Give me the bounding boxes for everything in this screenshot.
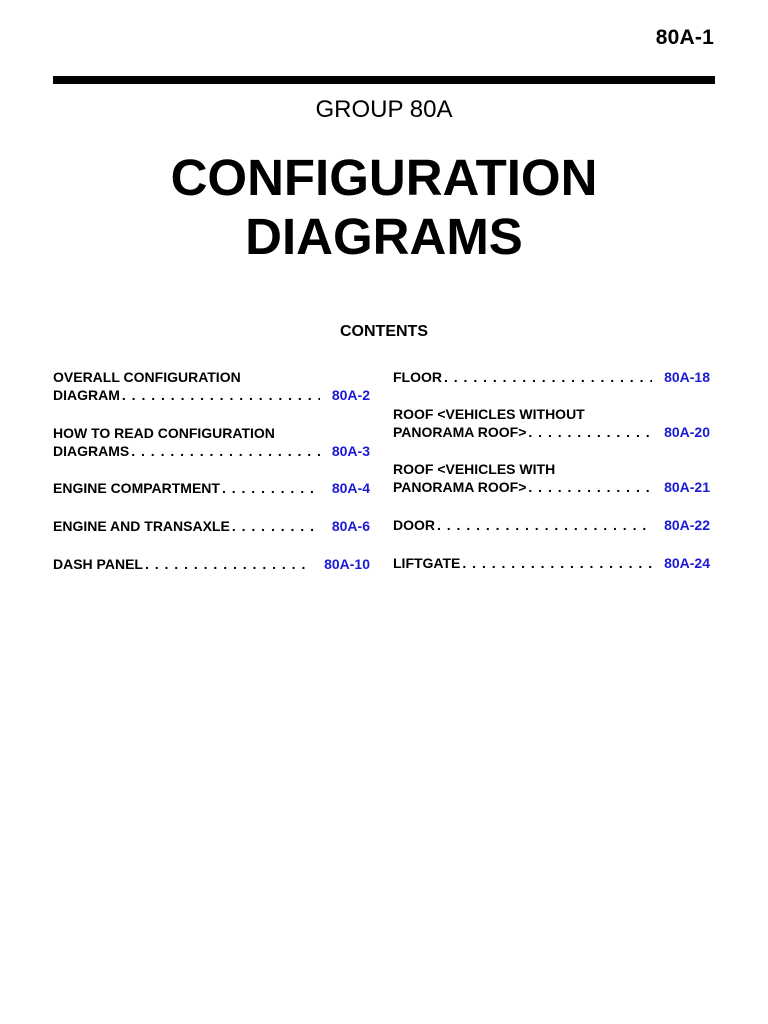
dot-leader [129, 442, 320, 460]
dot-leader [435, 516, 652, 534]
toc-entry-title-line: LIFTGATE [393, 555, 461, 571]
toc-entry-title-line: HOW TO READ CONFIGURATION [53, 425, 275, 441]
document-title-line-2: DIAGRAMS [245, 208, 523, 265]
toc-entry-title-line: OVERALL CONFIGURATION [53, 369, 241, 385]
toc-entry[interactable] [393, 405, 710, 441]
toc-entry[interactable] [393, 554, 710, 572]
toc-entry-title-line: PANORAMA ROOF> [393, 479, 527, 495]
toc-entry-title-line: FLOOR [393, 369, 442, 385]
toc-entry-title-line: ENGINE AND TRANSAXLE [53, 518, 230, 534]
dot-leader [120, 386, 320, 404]
dot-leader [526, 423, 652, 441]
toc-page-link[interactable]: 80A-4 [331, 480, 370, 496]
toc-page-link[interactable]: 80A-22 [664, 517, 710, 533]
toc-entry-title-line: DIAGRAMS [53, 443, 130, 459]
toc-page-link[interactable]: 80A-18 [664, 369, 710, 385]
group-title: GROUP 80A [315, 96, 453, 123]
toc-entry-title-line: DASH PANEL [53, 556, 143, 572]
toc-entry[interactable] [53, 368, 370, 404]
dot-leader [143, 555, 312, 573]
dot-leader [230, 517, 320, 535]
dot-leader [442, 368, 652, 386]
dot-leader [220, 479, 320, 497]
document-title [0, 148, 768, 266]
toc-entry-title-line: ROOF <VEHICLES WITHOUT [393, 406, 585, 422]
toc-left-column [53, 368, 370, 573]
toc-page-link[interactable]: 80A-24 [664, 555, 710, 571]
dot-leader [526, 478, 652, 496]
toc-page-link[interactable]: 80A-10 [324, 556, 370, 572]
toc-page-link[interactable]: 80A-2 [331, 387, 370, 403]
toc-page-link[interactable]: 80A-21 [664, 479, 710, 495]
document-title-line-1: CONFIGURATION [170, 149, 598, 206]
toc-page-link[interactable]: 80A-6 [331, 518, 370, 534]
toc-entry[interactable] [393, 368, 710, 386]
toc-entry[interactable] [53, 424, 370, 460]
toc-entry-title-line: DOOR [393, 517, 435, 533]
toc-page-link[interactable]: 80A-20 [664, 424, 710, 440]
toc-entry-title-line: DIAGRAM [53, 387, 120, 403]
contents-heading: CONTENTS [340, 323, 428, 340]
dot-leader [460, 554, 652, 572]
page-number: 80A-1 [655, 26, 714, 49]
toc-entry-title-line: ROOF <VEHICLES WITH [393, 461, 556, 477]
toc-entry-title-line: ENGINE COMPARTMENT [53, 480, 220, 496]
toc-page-link[interactable]: 80A-3 [331, 443, 370, 459]
toc-entry[interactable] [53, 517, 370, 535]
toc-entry[interactable] [393, 460, 710, 496]
toc-entry[interactable] [53, 479, 370, 497]
toc-right-column [393, 368, 710, 572]
toc-entry[interactable] [393, 516, 710, 534]
toc-entry[interactable] [53, 555, 370, 573]
toc-entry-title-line: PANORAMA ROOF> [393, 424, 527, 440]
header-rule [53, 76, 715, 84]
